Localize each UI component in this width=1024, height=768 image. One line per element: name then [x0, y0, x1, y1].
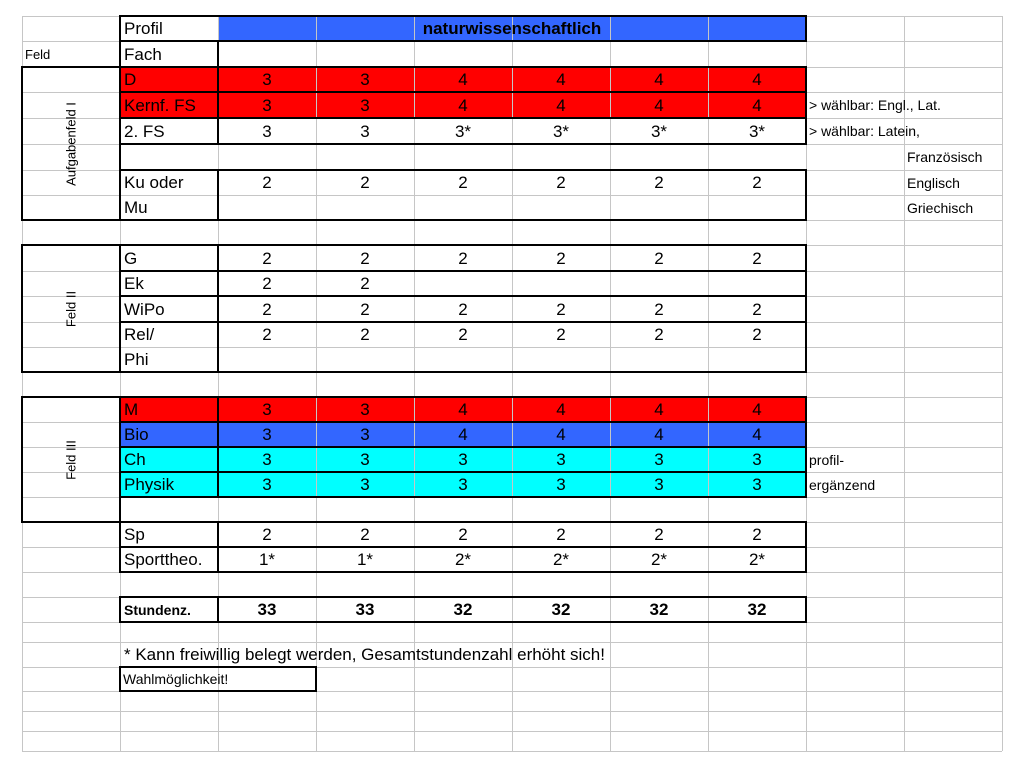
hours-cell: 3: [262, 121, 272, 141]
grid-hline: [22, 751, 1002, 752]
hours-cell: 2: [458, 299, 468, 319]
grid-vline: [1002, 16, 1003, 751]
fach-label: Fach: [124, 44, 162, 64]
hours-cell: [414, 144, 512, 170]
note-text: profil-: [809, 451, 845, 468]
hours-cell: 4: [752, 425, 762, 444]
hours-cell: 2: [752, 325, 762, 344]
hours-cell: [414, 195, 512, 220]
hours-cell: 2: [360, 248, 370, 268]
hours-cell: 2: [262, 325, 272, 344]
hours-cell: 2: [262, 173, 272, 192]
hours-cell: 4: [458, 425, 468, 444]
subject-name: Bio: [124, 425, 149, 444]
hours-cell: 2: [360, 274, 370, 293]
hours-cell: 4: [654, 400, 664, 419]
hours-cell: 3: [360, 121, 370, 141]
totals-cell: 32: [747, 600, 767, 619]
feld-iii-label: Feld III: [63, 439, 79, 480]
subject-name: G: [124, 248, 138, 268]
hours-cell: 3*: [650, 121, 668, 141]
hours-cell: 3: [654, 450, 664, 469]
note-text: Französisch: [907, 149, 983, 165]
hours-cell: 2: [556, 525, 566, 544]
hours-cell: [708, 347, 806, 372]
totals-cell: 33: [257, 600, 277, 619]
hours-cell: 2: [654, 525, 664, 544]
hours-cell: 2: [360, 173, 370, 192]
hours-cell: [610, 271, 708, 296]
aufgabenfeld-i-label: Aufgabenfeld I: [63, 101, 79, 186]
hours-cell: [512, 195, 610, 220]
hours-cell: 2: [262, 299, 272, 319]
hours-cell: 3: [262, 450, 272, 469]
hours-cell: 4: [752, 400, 762, 419]
hours-cell: 2: [654, 325, 664, 344]
hours-cell: 1*: [356, 550, 374, 569]
hours-cell: 3: [262, 425, 272, 444]
note-text: Englisch: [907, 174, 960, 191]
hours-cell: 3: [262, 400, 272, 419]
hours-cell: 2: [752, 248, 762, 268]
hours-cell: 2*: [454, 550, 472, 569]
hours-cell: [708, 144, 806, 170]
hours-cell: [610, 144, 708, 170]
hours-cell: [218, 195, 316, 220]
hours-cell: 3: [360, 475, 370, 494]
hours-cell: 2*: [650, 550, 668, 569]
hours-cell: [218, 347, 316, 372]
hours-cell: 2: [458, 248, 468, 268]
hours-cell: 2*: [748, 550, 766, 569]
hours-cell: 1*: [258, 550, 276, 569]
footnote-text: * Kann freiwillig belegt werden, Gesamtstundenzahl erhöht sich!: [124, 645, 605, 664]
hours-cell: [708, 195, 806, 220]
hours-cell: 3*: [552, 121, 570, 141]
hours-cell: [610, 195, 708, 220]
hours-cell: 4: [654, 95, 664, 115]
hours-cell: [512, 144, 610, 170]
note-text: > wählbar: Engl., Lat.: [809, 97, 941, 113]
totals-cell: 32: [649, 600, 669, 619]
hours-cell: 4: [458, 95, 468, 115]
note-text: ergänzend: [809, 476, 876, 493]
hours-cell: 2: [654, 248, 664, 268]
hours-cell: [512, 347, 610, 372]
totals-cell: 32: [453, 600, 473, 619]
hours-cell: [316, 195, 414, 220]
hours-cell: 4: [458, 400, 468, 419]
hours-cell: 3: [360, 95, 370, 115]
hours-cell: 3: [360, 450, 370, 469]
hours-cell: 2: [556, 248, 566, 268]
hours-cell: 2: [458, 525, 468, 544]
hours-cell: 4: [556, 95, 566, 115]
hours-cell: 4: [752, 70, 762, 89]
grid-hline: [22, 731, 1002, 732]
subject-name: Kernf. FS: [124, 95, 196, 115]
totals-cell: 32: [551, 600, 571, 619]
note-text: Griechisch: [907, 199, 974, 216]
subject-name: WiPo: [124, 299, 165, 319]
subject-name: Mu: [124, 198, 148, 217]
hours-cell: 3: [654, 475, 664, 494]
hours-cell: 2: [360, 299, 370, 319]
hours-cell: 2*: [552, 550, 570, 569]
hours-cell: 3: [556, 475, 566, 494]
hours-cell: [708, 271, 806, 296]
hours-cell: 2: [556, 173, 566, 192]
feld-label: Feld: [25, 46, 51, 62]
subject-name: M: [124, 400, 139, 419]
hours-cell: 2: [752, 299, 762, 319]
hours-cell: 3*: [748, 121, 766, 141]
hours-cell: [610, 347, 708, 372]
hours-cell: 3*: [454, 121, 472, 141]
hours-cell: 2: [654, 173, 664, 192]
hours-cell: [218, 144, 316, 170]
note-text: > wählbar: Latein,: [809, 123, 920, 139]
subject-name: Ch: [124, 450, 146, 469]
feld-ii-label: Feld II: [63, 290, 79, 327]
hours-cell: 3: [360, 70, 370, 89]
hours-cell: 2: [262, 525, 272, 544]
hours-cell: [414, 347, 512, 372]
hours-cell: 3: [458, 450, 468, 469]
hours-cell: [316, 144, 414, 170]
wahl-label: Wahlmöglichkeit!: [123, 671, 229, 687]
hours-cell: 2: [752, 173, 762, 192]
totals-cell: 33: [355, 600, 375, 619]
hours-cell: 2: [556, 299, 566, 319]
hours-cell: [414, 271, 512, 296]
subject-name: Sporttheo.: [124, 550, 203, 569]
subject-name: [120, 144, 218, 170]
hours-cell: [512, 271, 610, 296]
profil-label: Profil: [124, 19, 163, 38]
profile-value: naturwissenschaftlich: [422, 19, 602, 38]
hours-cell: 3: [556, 450, 566, 469]
hours-cell: 2: [752, 525, 762, 544]
subject-name: D: [124, 70, 137, 89]
grid-hline: [22, 711, 1002, 712]
subject-name: Sp: [124, 525, 145, 544]
hours-cell: 4: [752, 95, 762, 115]
hours-cell: 4: [654, 70, 664, 89]
hours-cell: 2: [360, 325, 370, 344]
hours-cell: 3: [752, 450, 762, 469]
hours-cell: 4: [458, 70, 468, 89]
hours-cell: 2: [458, 173, 468, 192]
hours-cell: 4: [556, 70, 566, 89]
subject-name: Ku oder: [124, 173, 184, 192]
hours-cell: 2: [458, 325, 468, 344]
hours-cell: 3: [360, 425, 370, 444]
hours-cell: 3: [262, 95, 272, 115]
hours-cell: 2: [360, 525, 370, 544]
hours-cell: 4: [556, 400, 566, 419]
hours-cell: 2: [262, 248, 272, 268]
hours-cell: 2: [654, 299, 664, 319]
totals-label: Stundenz.: [124, 601, 191, 618]
subject-name: Rel/: [124, 325, 155, 344]
hours-cell: 3: [262, 70, 272, 89]
hours-cell: 3: [360, 400, 370, 419]
hours-cell: 2: [556, 325, 566, 344]
hours-cell: 4: [556, 425, 566, 444]
hours-cell: 3: [262, 475, 272, 494]
hours-cell: 3: [458, 475, 468, 494]
hours-cell: 4: [654, 425, 664, 444]
hours-cell: 2: [262, 274, 272, 293]
subject-name: 2. FS: [124, 121, 165, 141]
subject-name: Phi: [124, 350, 149, 369]
subject-name: Ek: [124, 274, 144, 293]
subject-name: Physik: [124, 475, 175, 494]
hours-cell: [316, 347, 414, 372]
hours-cell: 3: [752, 475, 762, 494]
